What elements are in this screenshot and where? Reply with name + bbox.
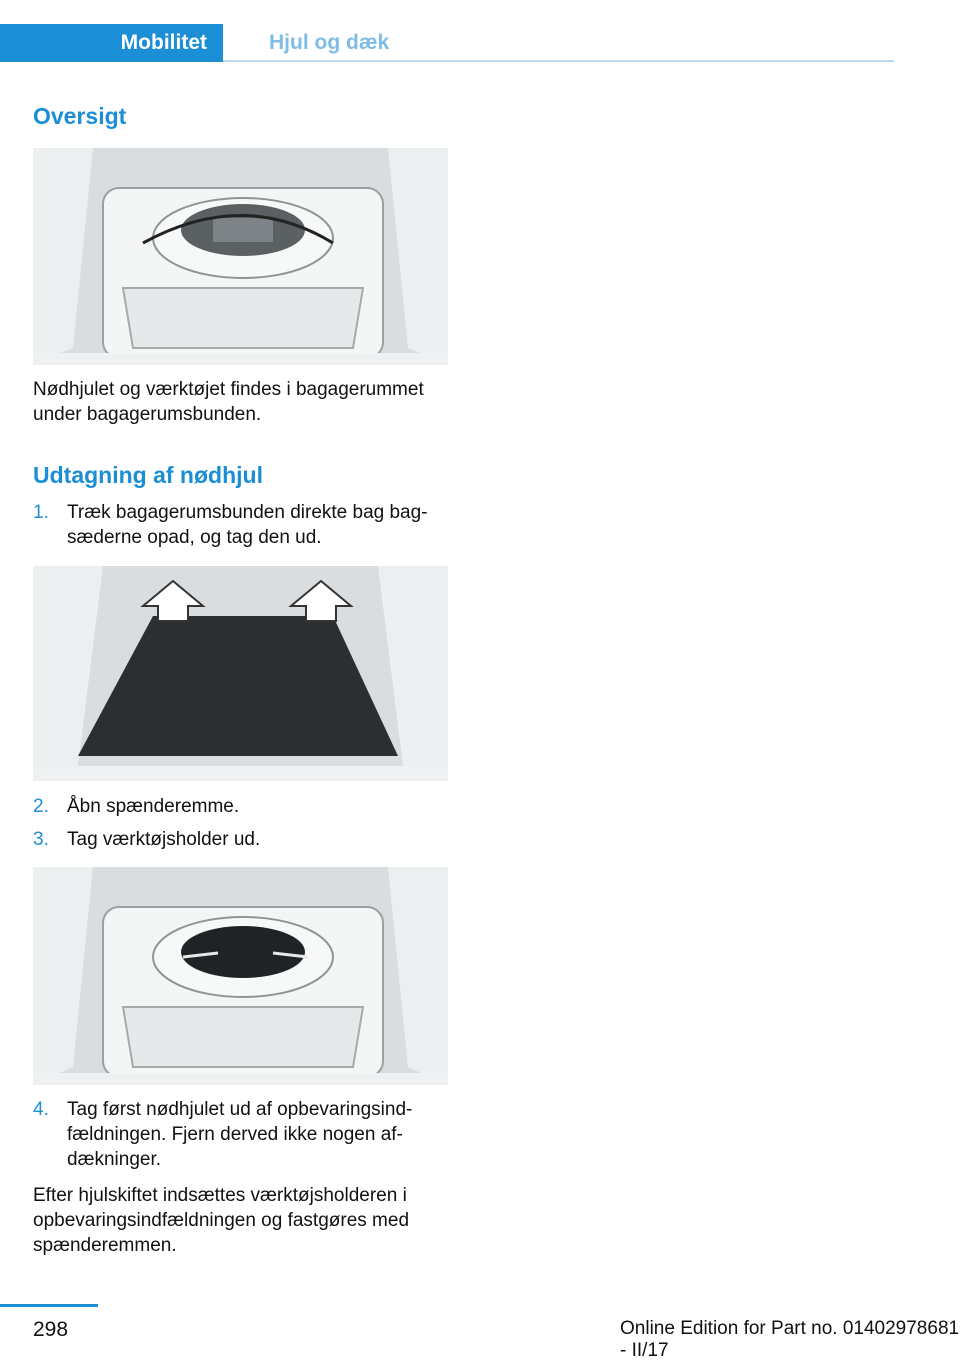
step-text: Træk bagagerumsbunden direkte bag bagsæderne opad, og tag den ud. — [67, 502, 428, 548]
tab-hjul-og-daek[interactable]: Hjul og dæk — [223, 24, 894, 62]
step-number: 3. — [33, 829, 49, 850]
edition-note: Online Edition for Part no. 01402978681 - II/17 — [620, 1318, 960, 1361]
page-number: 298 — [33, 1318, 69, 1341]
overview-paragraph: Nødhjulet og værktøjet findes i bagagerummet under bagagerumsbunden. — [33, 379, 424, 425]
step-number: 2. — [33, 796, 49, 817]
step-number: 1. — [33, 502, 49, 523]
trunk-floor-lift-illustration — [33, 566, 448, 781]
removal-heading: Udtagning af nødhjul — [33, 462, 263, 488]
footer-rule — [0, 1304, 98, 1307]
step-4 — [33, 1097, 453, 1177]
trunk-spare-wheel-illustration — [33, 148, 448, 365]
tab-mobilitet[interactable]: Mobilitet — [0, 24, 223, 62]
overview-heading: Oversigt — [33, 103, 127, 129]
chapter-header — [0, 24, 894, 62]
header-underline — [223, 60, 894, 62]
step-text: Tag værktøjsholder ud. — [67, 829, 261, 850]
closing-paragraph: Efter hjulskiftet indsættes værktøjsholderen i opbevaringsindfældningen og fastgøres med spænderemmen. — [33, 1185, 410, 1256]
step-text: Åbn spænderemme. — [67, 796, 240, 817]
tool-holder-removal-illustration — [33, 867, 448, 1085]
step-text: Tag først nødhjulet ud af opbevaringsindfældningen. Fjern derved ikke nogen afdækninger. — [67, 1099, 413, 1170]
step-number: 4. — [33, 1099, 49, 1120]
